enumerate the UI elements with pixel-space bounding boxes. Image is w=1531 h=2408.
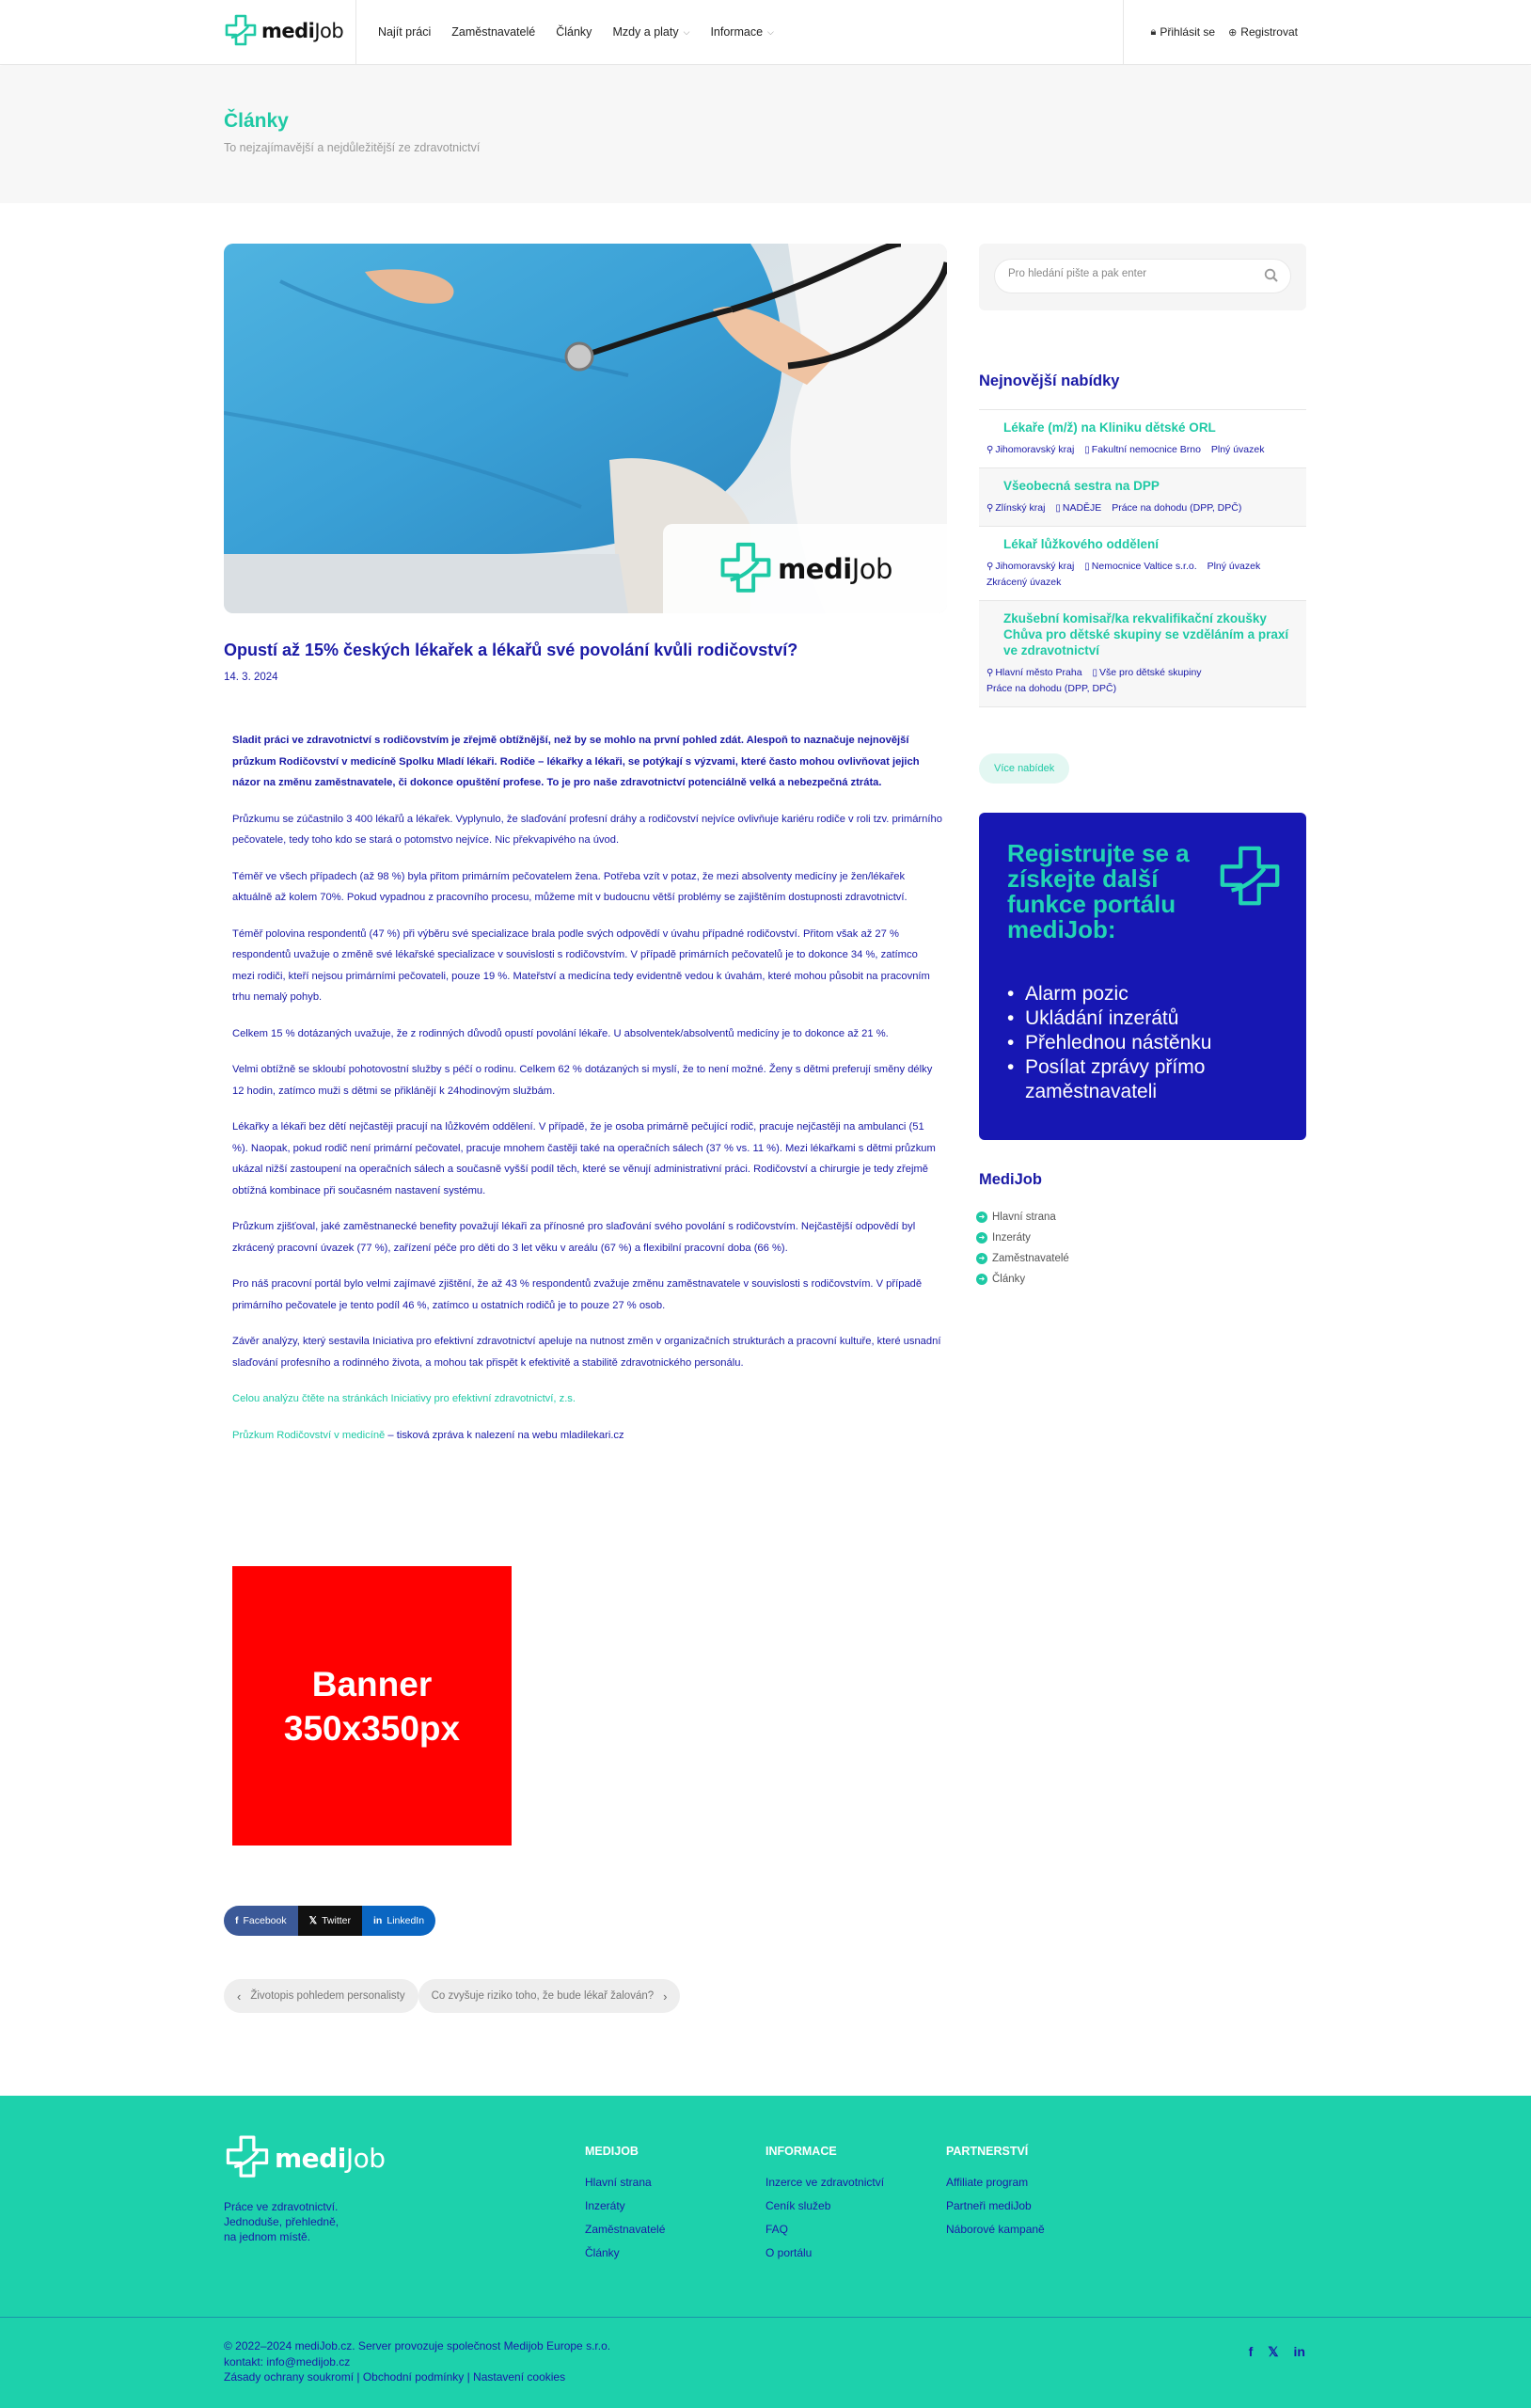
building-icon: ▯: [1084, 445, 1090, 455]
sidebar-links-heading: MediJob: [979, 1171, 1042, 1188]
footer-copyright: [224, 2338, 610, 2385]
sidebar-link-employers[interactable]: ➜ Zaměstnavatelé: [976, 1248, 1069, 1269]
footer-link[interactable]: Ceník služeb: [766, 2199, 831, 2212]
latest-jobs-list: [979, 409, 1306, 707]
share-buttons: [224, 1906, 435, 1936]
linkedin-icon[interactable]: in: [1293, 2344, 1305, 2359]
map-marker-icon: ⚲: [986, 562, 994, 572]
building-icon: ▯: [1055, 503, 1061, 514]
sidebar-link-articles[interactable]: ➜ Články: [976, 1269, 1069, 1290]
prev-article-button[interactable]: ‹ Životopis pohledem personalisty: [224, 1979, 418, 2013]
footer-col-heading: INFORMACE: [766, 2145, 837, 2158]
banner-line-1: Banner: [311, 1664, 433, 1703]
building-icon: ▯: [1084, 562, 1090, 572]
promo-feature: • Ukládání inzerátů: [1007, 1006, 1306, 1031]
site-logo[interactable]: [224, 13, 343, 49]
footer-link[interactable]: Hlavní strana: [585, 2176, 652, 2189]
medical-cross-logo-icon: [224, 13, 258, 49]
survey-link-paragraph: [232, 1425, 942, 1447]
article-title: Opustí až 15% českých lékařek a lékařů své povolání kvůli rodičovství?: [224, 641, 798, 659]
footer-col-info: [766, 2145, 884, 2269]
footer-link[interactable]: Affiliate program: [946, 2176, 1029, 2189]
article-paragraph: Celkem 15 % dotázaných uvažuje, že z rodinných důvodů opustí povolání lékaře. U absolventek/absolventů medicíny je to dokonce až 21 %.: [232, 1027, 889, 1039]
sidebar-link-home[interactable]: ➜ Hlavní strana: [976, 1207, 1069, 1228]
promo-feature: • Alarm pozic: [1007, 982, 1306, 1006]
job-meta: ⚲ Jihomoravský kraj ▯ Fakultní nemocnice Brno Plný úvazek: [986, 444, 1265, 455]
search-icon[interactable]: [1264, 268, 1279, 283]
building-icon: ▯: [1092, 668, 1097, 678]
article-body: [232, 730, 942, 1461]
chevron-right-icon: ›: [663, 1988, 668, 2004]
article-paragraph: Téměř polovina respondentů (47 %) při výběru své specializace brala podle svých odpovědí v úvahu případné rodičovství. Přitom však až 27 % respondentů uvažuje o změně své lékařské specializace v souvislosti s rodičovstvím. V případě primárních pečovatelů je to dokonce 34 %, zatímco mezi rodiči, kteří nejsou primárními pečovateli, pouze 19 %. Mateřství a medicína tedy evidentně vedou k úvahám, které mohou působit na pracovním trhu nemalý pohyb.: [232, 927, 930, 1003]
share-linkedin-button[interactable]: in LinkedIn: [362, 1906, 435, 1936]
legal-links[interactable]: Zásady ochrany soukromí | Obchodní podmínky | Nastavení cookies: [224, 2370, 566, 2384]
header-divider: [1123, 0, 1124, 65]
contact-text[interactable]: kontakt: info@medijob.cz: [224, 2354, 351, 2368]
footer-link[interactable]: Partneři mediJob: [946, 2199, 1032, 2212]
footer-link[interactable]: Inzeráty: [585, 2199, 625, 2212]
share-facebook-button[interactable]: f Facebook: [224, 1906, 298, 1936]
map-marker-icon: ⚲: [986, 503, 994, 514]
footer-link[interactable]: Články: [585, 2246, 620, 2259]
login-link[interactable]: 🔒︎ Přihlásit se: [1150, 25, 1216, 39]
banner-line-2: 350x350px: [283, 1708, 461, 1748]
article-paragraph: Průzkum zjišťoval, jaké zaměstnanecké benefity považují lékaři za přínosné pro slaďování svého povolání s rodičovstvím. Nejčastější odpovědí byl zkrácený pracovní úvazek (77 %), zařízení péče pro děti do 3 let věku v areálu (67 %) a flexibilní pracovní doba (66 %).: [232, 1221, 916, 1254]
facebook-icon: f: [235, 1915, 239, 1926]
job-title[interactable]: Zkušební komisař/ka rekvalifikační zkoušky Chůva pro dětské skupiny se vzděláním a praxí ve zdravotnictví: [1003, 611, 1289, 657]
article-lead: Sladit práci ve zdravotnictví s rodičovstvím je zřejmě obtížnější, než by se mohlo na první pohled zdát. Alespoň to naznačuje nejnovější průzkum Rodičovství v medicíně Spolku Mladí lékaři. Rodiče – lékařky a lékaři, se potýkají s výzvami, které často mohou ovlivňovat jejich názor na změnu zaměstnavatele, či dokonce opuštění profese. To je pro naše zdravotnictví potenciálně velká a nebezpečná ztráta.: [232, 735, 920, 788]
x-twitter-icon[interactable]: 𝕏: [1268, 2344, 1279, 2359]
footer-divider: [0, 2317, 1531, 2318]
footer-link[interactable]: O portálu: [766, 2246, 813, 2259]
job-title[interactable]: Lékaře (m/ž) na Kliniku dětské ORL: [1003, 420, 1216, 435]
map-marker-icon: ⚲: [986, 668, 994, 678]
logo-text: mediJob: [261, 20, 344, 42]
page-header-band: [0, 66, 1531, 203]
sidebar-links: [976, 1207, 1069, 1290]
auth-links: [1138, 0, 1298, 64]
article-date: 14. 3. 2024: [224, 672, 278, 683]
job-item[interactable]: [979, 527, 1306, 601]
article-hero-image: [224, 244, 947, 613]
nav-salaries[interactable]: Mzdy a platy ⌵: [612, 25, 690, 39]
article-pager: [224, 1979, 680, 2013]
article-paragraph: Pro náš pracovní portál bylo velmi zajímavé zjištění, že až 43 % respondentů zvažuje změnu zaměstnavatele v souvislosti s rodičovstvím. V případě primárního pečovatele je tento podíl 46 %, zatímco u ostatních rodičů je to pouze 27 % osob.: [232, 1278, 923, 1311]
footer-tagline: Práce ve zdravotnictví. Jednoduše, přehledně, na jednom místě.: [224, 2200, 339, 2243]
copyright-text: © 2022–2024 mediJob.cz. Server provozuje společnost Medijob Europe s.r.o.: [224, 2339, 611, 2353]
search-input[interactable]: [1008, 268, 1253, 279]
footer-social: [1249, 2344, 1305, 2360]
job-meta: ⚲ Zlínský kraj ▯ NADĚJE Práce na dohodu (DPP, DPČ): [986, 502, 1242, 514]
arrow-circle-right-icon: ➜: [976, 1232, 987, 1244]
medical-cross-logo-icon: [224, 2133, 271, 2182]
job-meta: ⚲ Jihomoravský kraj ▯ Nemocnice Valtice s.r.o. Plný úvazek Zkrácený úvazek: [986, 561, 1261, 588]
nav-information[interactable]: Informace ⌵: [710, 25, 774, 39]
chevron-left-icon: ‹: [237, 1988, 242, 2004]
promo-feature: • Posílat zprávy přímo zaměstnavateli: [1007, 1055, 1306, 1104]
jobs-heading: Nejnovější nabídky: [979, 372, 1120, 389]
article-paragraph: Závěr analýzy, který sestavila Iniciativa pro efektivní zdravotnictví apeluje na nutnost změn v organizačních strukturách a pracovní kultuře, které usnadní slaďování profesního a rodinného života, a mohou tak přispět k efektivitě a stabilitě zdravotnického personálu.: [232, 1336, 941, 1369]
job-title[interactable]: Všeobecná sestra na DPP: [1003, 479, 1160, 493]
page-title: Články: [224, 110, 289, 132]
article-paragraph: Téměř ve všech případech (až 98 %) byla přitom primárním pečovatelem žena. Potřeba vzít v potaz, že mezi absolventy medicíny je žen/lékařek aktuálně až kolem 70%. Pokud vypadnou z pracovního procesu, můžeme mít v budoucnu větší problémy se zajištěním dostupnosti zdravotnictví.: [232, 870, 908, 903]
plus-circle-icon: ⊕: [1228, 26, 1238, 39]
job-item[interactable]: [979, 601, 1306, 707]
job-meta: ⚲ Hlavní město Praha ▯ Vše pro dětské skupiny Práce na dohodu (DPP, DPČ): [986, 667, 1202, 694]
logo-text: mediJob: [275, 2142, 386, 2174]
chevron-down-icon: ⌵: [683, 26, 690, 37]
analysis-link[interactable]: Celou analýzu čtěte na stránkách Iniciativy pro efektivní zdravotnictví, z.s.: [232, 1393, 576, 1404]
promo-feature-list: [1007, 982, 1306, 1104]
page-subtitle: To nejzajímavější a nejdůležitější ze zdravotnictví: [224, 141, 481, 154]
sidebar-link-ads[interactable]: ➜ Inzeráty: [976, 1228, 1069, 1248]
footer-link[interactable]: Náborové kampaně: [946, 2223, 1045, 2236]
register-link[interactable]: ⊕ Registrovat: [1228, 25, 1298, 39]
footer-link[interactable]: Zaměstnavatelé: [585, 2223, 666, 2236]
chevron-down-icon: ⌵: [767, 26, 774, 37]
footer-col-heading: PARTNERSTVÍ: [946, 2145, 1029, 2158]
header-divider: [355, 0, 356, 65]
share-twitter-button[interactable]: 𝕏 Twitter: [298, 1906, 362, 1936]
footer-col-partnership: [946, 2145, 1045, 2245]
site-header: [0, 0, 1531, 65]
nav-employers[interactable]: Zaměstnavatelé: [451, 25, 536, 39]
footer-link[interactable]: Inzerce ve zdravotnictví: [766, 2176, 885, 2189]
next-article-button[interactable]: Co zvyšuje riziko toho, že bude lékař žalován? ›: [418, 1979, 681, 2013]
ad-banner[interactable]: [232, 1566, 512, 1846]
lock-icon: 🔒︎: [1150, 25, 1157, 38]
article-paragraph: Průzkumu se zúčastnilo 3 400 lékařů a lékařek. Vyplynulo, že slaďování profesní dráhy a rodičovství nejvíce ovlivňuje kariéru rodiče v roli tzv. primárního pečovatele, tedy toho kdo se stará o potomstvo nejvíce. Nic překvapivého na úvod.: [232, 813, 942, 846]
job-item[interactable]: [979, 468, 1306, 527]
promo-title: Registrujte se a získejte další funkce portálu mediJob:: [1007, 839, 1190, 943]
linkedin-icon: in: [373, 1915, 383, 1926]
footer-col-medijob: [585, 2145, 665, 2269]
facebook-icon[interactable]: f: [1248, 2344, 1254, 2359]
footer-link[interactable]: FAQ: [766, 2223, 789, 2236]
footer-col-heading: MEDIJOB: [585, 2145, 639, 2158]
nav-find-job[interactable]: Najít práci: [378, 25, 432, 39]
arrow-circle-right-icon: ➜: [976, 1212, 987, 1223]
article-paragraph: Lékařky a lékaři bez dětí nejčastěji pracují na lůžkovém oddělení. V případě, že je osoba primárně pečující rodič, pracuje nejčastěji na ambulanci (51 %). Naopak, pokud rodič není primární pečovatel, pracuje mnohem častěji také na operačních sálech (37 % vs. 11 %). Mezi lékařkami s dětmi průzkum ukázal nižší zastoupení na operačních sálech a současně vyšší podíl těch, které se věnují administrativní práci. Rodičovství a chirurgie je tedy zřejmě obtížná kombinace při současném nastavení systému.: [232, 1121, 936, 1196]
medical-cross-logo-icon: [1216, 843, 1284, 912]
arrow-circle-right-icon: ➜: [976, 1253, 987, 1264]
job-item[interactable]: [979, 410, 1306, 468]
x-twitter-icon: 𝕏: [308, 1915, 318, 1926]
sidebar-search: [979, 244, 1306, 310]
analysis-link-paragraph: [232, 1388, 942, 1410]
medical-cross-logo-icon: [718, 540, 774, 598]
article-paragraph: Velmi obtížně se skloubí pohotovostní služby s péčí o rodinu. Celkem 62 % dotázaných si myslí, že to není možné. Ženy s dětmi preferují směny délky 12 hodin, zatímco muži s dětmi se přiklánějí k 24hodinovým službám.: [232, 1064, 933, 1097]
register-promo-box[interactable]: [979, 813, 1306, 1140]
arrow-circle-right-icon: ➜: [976, 1274, 987, 1285]
footer-logo[interactable]: [224, 2133, 385, 2182]
promo-feature: • Přehlednou nástěnku: [1007, 1031, 1306, 1055]
site-footer: [0, 2096, 1531, 2408]
main-nav: [378, 0, 795, 64]
survey-link[interactable]: Průzkum Rodičovství v medicíně: [232, 1429, 386, 1441]
logo-text: mediJob: [778, 552, 892, 585]
map-marker-icon: ⚲: [986, 445, 994, 455]
nav-articles[interactable]: Články: [556, 25, 592, 39]
survey-link-suffix: – tisková zpráva k nalezení na webu mladilekari.cz: [385, 1429, 624, 1441]
more-jobs-button[interactable]: Více nabídek: [979, 753, 1069, 784]
hero-logo-overlay: [663, 524, 947, 613]
job-title[interactable]: Lékař lůžkového oddělení: [1003, 537, 1160, 551]
search-field-wrap: [994, 259, 1291, 293]
